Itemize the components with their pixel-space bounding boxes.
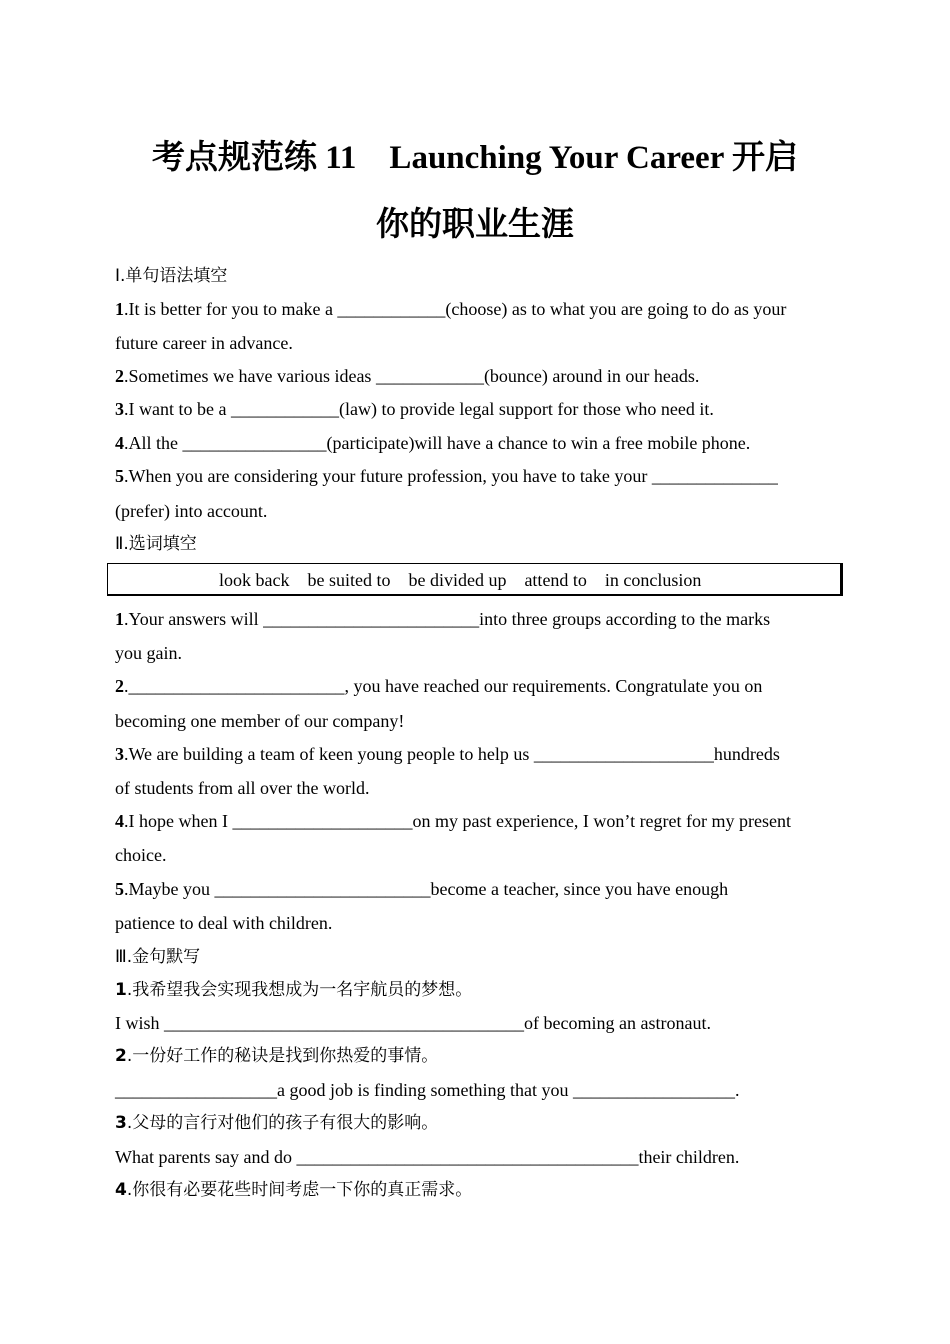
page-title-line-1: 考点规范练 11 Launching Your Career 开启: [152, 140, 798, 176]
item-number: 3: [115, 1113, 127, 1133]
item-text: .一份好工作的秘诀是找到你热爱的事情。: [126, 1046, 439, 1066]
item-text: .Maybe you ________________________become a teacher, since you have enough: [124, 879, 729, 899]
s2-item-3-cont: of students from all over the world.: [115, 778, 370, 798]
s1-item-3: [115, 397, 845, 421]
s3-item-3-cn: [115, 1111, 845, 1135]
s2-item-4: [115, 809, 845, 833]
s2-item-4-cont: choice.: [115, 845, 167, 865]
page-title-line-2: 你的职业生涯: [376, 207, 574, 243]
s2-item-1-cont: you gain.: [115, 643, 182, 663]
s1-item-4: [115, 431, 845, 455]
s3-item-2-en: __________________a good job is finding something that you __________________.: [115, 1080, 740, 1100]
s3-item-3-en: What parents say and do ______________________________________their children.: [115, 1147, 740, 1167]
s3-item-1-cn: [115, 978, 845, 1002]
item-number: 2: [115, 366, 124, 386]
section-2-heading: Ⅱ.选词填空: [115, 534, 197, 554]
item-text: .When you are considering your future profession, you have to take your ______________: [124, 466, 778, 486]
s2-item-2-cont: becoming one member of our company!: [115, 711, 405, 731]
s3-item-1-en: I wish ________________________________________of becoming an astronaut.: [115, 1013, 711, 1033]
item-number: 4: [115, 1180, 127, 1200]
s2-item-2: [115, 674, 845, 698]
s1-item-2: [115, 364, 845, 388]
item-text: .父母的言行对他们的孩子有很大的影响。: [126, 1113, 439, 1133]
item-text: .________________________, you have reached our requirements. Congratulate you on: [124, 676, 763, 696]
item-number: 4: [115, 811, 124, 831]
item-number: 1: [115, 609, 124, 629]
section-3-heading: Ⅲ.金句默写: [115, 947, 201, 967]
item-text: .Sometimes we have various ideas ____________(bounce) around in our heads.: [124, 366, 700, 386]
item-text: .I want to be a ____________(law) to provide legal support for those who need it.: [124, 399, 714, 419]
s2-item-5: [115, 877, 845, 901]
item-number: 1: [115, 299, 124, 319]
item-number: 1: [115, 980, 127, 1000]
item-number: 5: [115, 466, 124, 486]
s3-item-2-cn: [115, 1044, 845, 1068]
s3-item-4-cn: [115, 1178, 845, 1202]
item-text: .我希望我会实现我想成为一名宇航员的梦想。: [126, 980, 473, 1000]
s1-item-5-cont: (prefer) into account.: [115, 501, 268, 521]
item-text: .你很有必要花些时间考虑一下你的真正需求。: [126, 1180, 473, 1200]
item-text: .It is better for you to make a ____________(choose) as to what you are going to do as your: [124, 299, 787, 319]
s1-item-1-cont: future career in advance.: [115, 333, 293, 353]
s2-item-1: [115, 607, 845, 631]
item-number: 2: [115, 1046, 127, 1066]
word-box-options: look back be suited to be divided up attend to in conclusion: [219, 570, 702, 590]
item-text: .I hope when I ____________________on my past experience, I won’t regret for my present: [124, 811, 792, 831]
item-number: 5: [115, 879, 124, 899]
item-number: 4: [115, 433, 124, 453]
s1-item-1: [115, 297, 845, 321]
word-box: [107, 563, 843, 596]
s1-item-5: [115, 464, 845, 488]
item-text: .All the ________________(participate)will have a chance to win a free mobile phone.: [124, 433, 751, 453]
item-text: .Your answers will ________________________into three groups according to the marks: [124, 609, 771, 629]
item-number: 3: [115, 399, 124, 419]
item-number: 2: [115, 676, 124, 696]
item-number: 3: [115, 744, 124, 764]
item-text: .We are building a team of keen young people to help us ____________________hundreds: [124, 744, 780, 764]
s2-item-3: [115, 742, 845, 766]
section-1-heading: Ⅰ.单句语法填空: [115, 266, 228, 286]
s2-item-5-cont: patience to deal with children.: [115, 913, 333, 933]
